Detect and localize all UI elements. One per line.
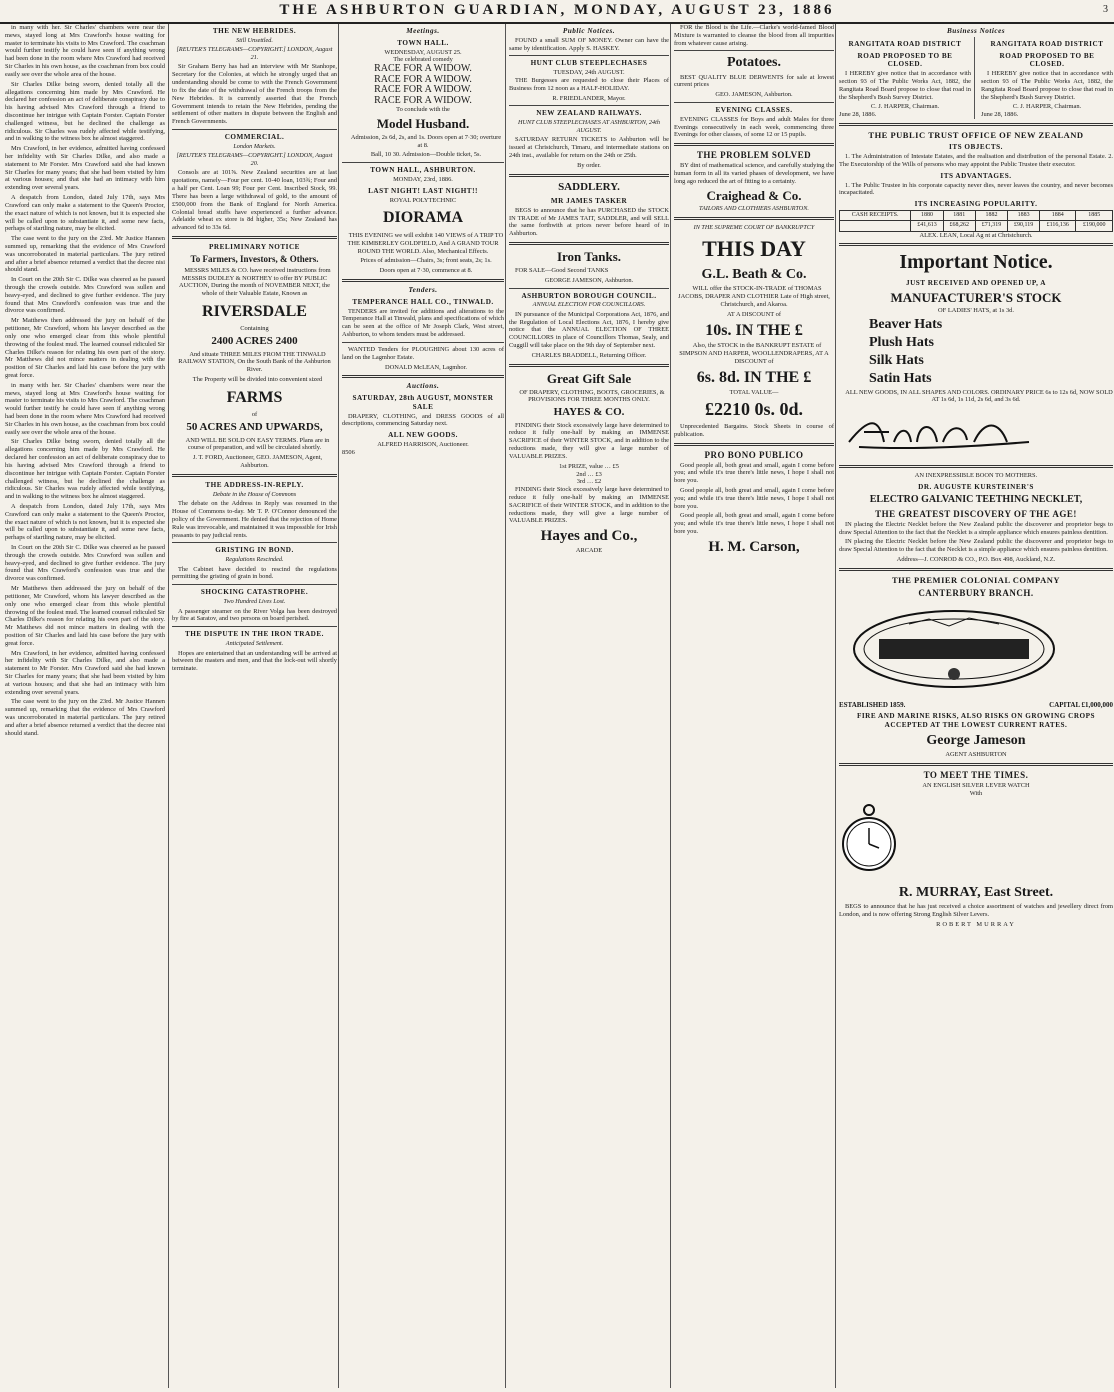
article-paragraph: The case went to the jury on the 23rd. Mr Justice Hannen summed up, remarking that the evidence of Mrs Crawford was uncorroborated in material particulars. The jury retired and after a brief absence returned a verdict that the decree nisi should stand. xyxy=(5,698,165,737)
section-heading: Tenders. xyxy=(408,286,438,295)
established-year: ESTABLISHED 1859. xyxy=(839,700,906,709)
notice-signatory: R. FRIEDLANDER, Mayor. xyxy=(552,94,626,102)
event-text: Prices of admission—Chairs, 3s; front seats, 2s; 1s. xyxy=(360,257,492,265)
ad-heading: THE PROBLEM SOLVED xyxy=(696,150,812,161)
of-label: of xyxy=(251,411,258,419)
notice-text: SATURDAY RETURN TICKETS to Ashburton will be issued at Christchurch, Timaru, and intermediate stations on 24th inst., available for return on the 24th or 25th. xyxy=(509,136,669,159)
auction-text: DRAPERY, CLOTHING, and DRESS GOODS of all descriptions, commencing Saturday next. xyxy=(342,412,504,428)
event-text: Doors open at 7·30, commence at 8. xyxy=(379,267,473,275)
divider xyxy=(674,217,834,220)
insurance-company-logo-icon xyxy=(839,604,1069,694)
article-paragraph: In Court on the 20th Sir C. Dilke was cheered as he passed through the crowds outside. Mrs Crawford was sullen and heavy-eyed, and declined to give further evidence. The jury found that Mrs Crawford's confession was true and the divorce was confirmed. xyxy=(5,544,165,583)
ad-footer-sub: ARCADE xyxy=(575,547,603,555)
venue: TOWN HALL. xyxy=(397,38,449,47)
article-paragraph: in many with her. Sir Charles' chambers were near the mews, stayed long at Mrs Crawford's house waiting for master to terminate his visits to Mrs Crawford. The coachman would further testify he could have seen if anything wrong had been done in the room where Mrs Crawford had received Sir Charles in his own house, as the coachman from box could easily see over the whole area of the house. xyxy=(5,381,165,436)
tender-signatory: DONALD McLEAN, Lagmhor. xyxy=(385,363,467,371)
section-subheading: Debate in the House of Commons xyxy=(212,490,297,498)
section-heading: THE NEW HEBRIDES. xyxy=(212,27,297,35)
notice-subheading: ROAD PROPOSED TO BE CLOSED. xyxy=(999,51,1095,69)
race-title: RACE FOR A WIDOW. xyxy=(374,84,472,96)
table-cell: 1883 xyxy=(1008,210,1040,220)
divider xyxy=(674,443,834,446)
article-paragraph: The case went to the jury on the 23rd. Mr Justice Hannen summed up, remarking that the evidence of Mrs Crawford was uncorroborated in material particulars. The jury retired and after a brief absence returned a verdict that the decree nisi should stand. xyxy=(5,235,165,274)
notice-subheading: ANNUAL ELECTION FOR COUNCILLORS. xyxy=(532,301,646,309)
ad-heading: R. MURRAY, East Street. xyxy=(898,885,1054,901)
divider xyxy=(172,236,337,239)
ad-heading: TO MEET THE TIMES. xyxy=(923,769,1029,780)
section-heading: Meetings. xyxy=(406,27,440,35)
notice-text: MESSRS MILES & CO. have received instructions from MESSRS DUDLEY & NORTHEY to offer BY PUBLIC AUCTION, During the month of NOVEMBER NEXT, the whole of their Valuable Estate, Known as xyxy=(179,266,331,298)
table-row xyxy=(840,210,1113,220)
ad-text: Good people all, both great and small, again I come before you; and while it's true there's little news, I hope I shall not bore you. xyxy=(674,461,834,485)
notice-heading: NEW ZEALAND RAILWAYS. xyxy=(536,109,642,118)
road-notice-2 xyxy=(981,37,1113,119)
acres-upwards: 50 ACRES AND UPWARDS, xyxy=(186,421,323,434)
notice-text: AND WILL BE SOLD ON EASY TERMS. Plans are in course of preparation, and will be circulated shortly. xyxy=(185,436,330,452)
notice-text: I HEREBY give notice that in accordance with section 93 of The Public Works Act, 1882, the Rangitata Road Board propose to close that road in the Shepherd's Bush Survey District. xyxy=(981,70,1113,101)
ad-text: FOR SALE—Good Second TANKS xyxy=(515,266,609,274)
divider xyxy=(509,105,669,106)
notice-heading: ASHBURTON BOROUGH COUNCIL. xyxy=(521,291,657,300)
table-cell: 1884 xyxy=(1040,210,1076,220)
ad-signatory: GEORGE JAMESON, Ashburton. xyxy=(544,276,634,284)
column-2 xyxy=(168,24,340,1388)
article-paragraph: Sir Charles Dilke being sworn, denied totally all the allegations concerning him made by Mrs Crawford. He declared her confession an act of deliberate conspiracy due to his having advised Mrs Crawford through a friend to discontinue her intrigue with Captain Forster. Captain Forster challenged witness, but he declined the challenge as ridiculous. Sir Charles was rudely affected while testifying, and in walking to the witness box he almost staggered. xyxy=(5,80,165,143)
notice-text: I HEREBY give notice that in accordance with section 93 of The Public Works Act, 1882, the Rangitata Road Board propose to close that road in the Shepherd's Bush Survey District. xyxy=(839,70,971,101)
road-notice-1 xyxy=(839,37,975,119)
table-cell: 1880 xyxy=(911,210,943,220)
auction-heading: ALL NEW GOODS. xyxy=(388,431,458,440)
discount-rate: 10s. IN THE £ xyxy=(705,321,803,339)
ad-heading: Craighead & Co. xyxy=(706,187,802,203)
ad-text: 1. The Public Trustee in his corporate capacity never dies, never leaves the country, and never becomes incapacitated. xyxy=(839,181,1113,197)
ad-subheading: DR. AUGUSTE KURSTEINER'S xyxy=(918,482,1034,491)
divider xyxy=(839,568,1113,571)
ad-footer: Hayes and Co., xyxy=(540,528,638,545)
section-heading: THE ADDRESS-IN-REPLY. xyxy=(205,480,304,489)
column-1 xyxy=(2,24,168,1388)
play-title: Model Husband. xyxy=(376,116,470,131)
ad-text: Good people all, both great and small, again I come before you; and while it's true there's little news, I hope I shall not bore you. xyxy=(674,512,834,536)
ad-signatory: GEO. JAMESON, Ashburton. xyxy=(715,91,793,99)
section-heading: SHOCKING CATASTROPHE. xyxy=(200,588,309,597)
hat-item: Beaver Hats xyxy=(869,317,943,333)
page-number: 3 xyxy=(1103,4,1108,15)
dateline: [REUTER'S TELEGRAMS—COPYRIGHT.] LONDON, August 21. xyxy=(176,46,333,61)
ad-heading: ELECTRO GALVANIC TEETHING NECKLET, xyxy=(869,493,1083,505)
notice-date: June 28, 1886. xyxy=(839,111,877,119)
prize-line: 1st PRIZE, value … £5 xyxy=(559,462,619,470)
dateline: [REUTER'S TELEGRAMS—COPYRIGHT.] LONDON, August 20. xyxy=(176,152,333,167)
ad-heading: Important Notice. xyxy=(899,251,1053,274)
ad-address: Address—J. CONROD & CO., P.O. Box 498, Auckland, N.Z. xyxy=(896,555,1056,563)
notice-text: THE Burgesses are requested to close their Places of Business from 12 noon as a HALF-HOLIDAY. xyxy=(509,77,669,92)
article-paragraph: Mr Matthews then addressed the jury on behalf of the petitioner, Mr Crawford, whom his lawyer described as the only one who emerged clear from this whole plentiful throwing of the foulest mud. The learned counsel ridiculed Sir Charles Dilke's reason for relating his own part of the story. Mr Matthews did not mince matters in dealing with the position of Sir Charles and laid his case before the jury with great force. xyxy=(5,585,165,647)
ad-text: EVENING CLASSES for Boys and adult Males for three Evenings consecutively in each week, commencing three Evenings for other classes, of some 12 or 15 pupils. xyxy=(674,115,834,139)
notice-text: And situate THREE MILES FROM THE TINWALD RAILWAY STATION, On the South Bank of the Ashburton River. xyxy=(178,350,331,374)
masthead xyxy=(0,0,1114,24)
agent-label: AGENT ASHBURTON xyxy=(945,751,1007,759)
farms-heading: FARMS xyxy=(226,388,283,406)
ad-text: WILL offer the STOCK-IN-TRADE of THOMAS JACOBS, DRAPER AND CLOTHIER Late of High street, Christchurch, and Akaroa. xyxy=(678,285,830,309)
ad-subheading: CANTERBURY BRANCH. xyxy=(918,588,1034,599)
ad-subheading: OF LADIES' HATS, at 1s 3d. xyxy=(938,307,1014,315)
ad-text: IN placing the Electric Necklet before the New Zealand public the discoverer and proprietor begs to draw Special Attention to the fact that the Necklet is a simple appliance which ensures painless dentition. xyxy=(839,538,1113,554)
notice-signatory: C. J. HARPER, Chairman. xyxy=(1012,103,1082,111)
table-cell: £90,119 xyxy=(1008,221,1040,231)
agent-name: George Jameson xyxy=(926,733,1026,749)
ad-heading: MANUFACTURER'S STOCK xyxy=(890,289,1062,305)
table-cell: £68,262 xyxy=(943,221,975,231)
notice-signatory: J. T. FORD, Auctioneer, GEO. JAMESON, Agent, Ashburton. xyxy=(192,454,323,470)
ad-text: Also, the STOCK in the BANKRUPT ESTATE of SIMPSON AND HARPER, WOOLLENDRAPERS, AT A DISCOUNT of xyxy=(679,342,829,365)
table-cell: 1882 xyxy=(975,210,1007,220)
notice-heading: HUNT CLUB STEEPLECHASES xyxy=(530,59,648,68)
ad-heading: G.L. Beath & Co. xyxy=(701,267,807,283)
prize-line: 2nd … £3 xyxy=(576,470,602,478)
ad-signatory: ROBERT MURRAY xyxy=(936,921,1016,929)
auctioneer: ALFRED HARRISON, Auctioneer. xyxy=(377,441,469,449)
notice-heading: RANGITATA ROAD DISTRICT xyxy=(848,39,962,48)
company-facts xyxy=(839,701,1113,710)
ad-subheading: AN ENGLISH SILVER LEVER WATCH xyxy=(922,781,1030,789)
event-headline: LAST NIGHT! LAST NIGHT!! xyxy=(368,186,478,195)
section-subheading: Anticipated Settlement. xyxy=(225,640,284,648)
divider xyxy=(509,242,669,245)
company-capital: CAPITAL £1,000,000 xyxy=(1049,700,1113,709)
ad-text: 1. The Administration of Intestate Estates, and the realisation and distribution of the personal Estate. 2. The Executorship of the Wills of persons who may appoint the Public Trustee their executor. xyxy=(839,153,1113,168)
race-title: RACE FOR A WIDOW. xyxy=(374,73,472,85)
event-date: MONDAY, 23rd, 1886. xyxy=(393,176,453,184)
article-paragraph: A despatch from London, dated July 17th, says Mrs Crawford can only make a statement to the Queen's Proctor, the exact nature of which is not known, but it is expected she will be called upon to substantiate it, and some new facts, perhaps of startling nature, may be elicited. xyxy=(5,502,165,542)
table-cell: 1881 xyxy=(943,210,975,220)
notice-text: FOUND a small SUM OF MONEY. Owner can have the same by identification. Apply S. HASKEY. xyxy=(509,36,669,52)
ad-heading: SADDLERY. xyxy=(558,180,620,193)
race-title: RACE FOR A WIDOW. xyxy=(374,63,472,75)
article-paragraph: A passenger steamer on the River Volga has been destroyed by fire at Saratov, and two persons on board perished. xyxy=(172,607,337,623)
containing-label: Containing xyxy=(240,325,269,333)
article-paragraph: Hopes are entertained that an understanding will be arrived at between the masters and men, and that the lock-out will shortly terminate. xyxy=(172,649,337,673)
section-subheading: Two Hundred Lives Lost. xyxy=(223,598,286,606)
notice-recipients: To Farmers, Investors, & Others. xyxy=(190,253,319,264)
newspaper-title: THE ASHBURTON GUARDIAN, MONDAY, AUGUST 23, 1886 xyxy=(279,2,835,18)
tender-text: WANTED Tenders for PLOUGHING about 130 acres of land on the Lagmhor Estate. xyxy=(342,345,504,361)
ad-text: FIRE AND MARINE RISKS, ALSO RISKS ON GROWING CROPS ACCEPTED AT THE LOWEST CURRENT RATES. xyxy=(856,712,1096,730)
ad-text: Unprecedented Bargains. Stock Sheets in course of publication. xyxy=(674,422,834,438)
event-text: ROYAL POLYTECHNIC xyxy=(389,196,457,204)
court-heading: IN THE SUPREME COURT OF BANKRUPTCY xyxy=(693,224,815,231)
event-date: WEDNESDAY, AUGUST 25. xyxy=(384,48,462,56)
event-text: Admission, 2s 6d, 2s, and 1s. Doors open at 7·30; overture at 8. xyxy=(350,133,502,149)
total-value: £2210 0s. 0d. xyxy=(704,399,803,419)
section-subheading: Regulations Rescinded. xyxy=(225,556,284,564)
divider xyxy=(172,474,337,477)
ad-text: BY dint of mathematical science, and carefully studying the human form in all its varied phases of development, we have long ago reduced the art of fitting to a certainty. xyxy=(674,162,834,185)
notice-signatory: C. J. HARPER, Chairman. xyxy=(870,103,940,111)
article-paragraph: In Court on the 20th Sir C. Dilke was cheered as he passed through the crowds outside. Mrs Crawford was sullen and heavy-eyed, and declined to give further evidence. The jury found that Mrs Crawford's confession was true and the divorce was confirmed. xyxy=(5,276,165,315)
with-label: With xyxy=(969,789,983,797)
divider xyxy=(839,465,1113,468)
total-label: TOTAL VALUE— xyxy=(729,389,779,397)
divider xyxy=(839,763,1113,766)
ad-text: Good people all, both great and small, again I come before you; and while it's true there's little news, I hope I shall not bore you. xyxy=(674,486,834,510)
ad-text: BEGS to announce that he has just received a choice assortment of watches and jewellery direct from London, and is now offering Strong English Silver Levers. xyxy=(839,903,1113,919)
notice-text: The Property will be divided into convenient sized xyxy=(192,376,323,384)
hat-item: Silk Hats xyxy=(869,353,924,369)
ad-signatory: ALEX. LEAN, Local Ag nt at Christchurch. xyxy=(919,231,1033,239)
road-notices xyxy=(839,37,1113,119)
column-3 xyxy=(338,24,507,1388)
ad-subheading: TAILORS AND CLOTHIERS ASHBURTON. xyxy=(699,205,809,213)
ad-text: BEST QUALITY BLUE DERWENTS for sale at lowest current prices xyxy=(674,73,834,89)
section-heading: Business Notices xyxy=(946,27,1006,35)
article-paragraph: The Cabinet have decided to rescind the regulations permitting the gristing of grain in bond. xyxy=(172,565,337,581)
prize-line: 3rd … £2 xyxy=(576,478,602,486)
ad-subheading: AN INEXPRESSIBLE BOON TO MOTHERS. xyxy=(914,471,1038,479)
divider xyxy=(509,364,669,367)
section-heading: THE DISPUTE IN THE IRON TRADE. xyxy=(185,630,324,639)
hat-list xyxy=(839,316,1113,387)
ad-heading: THE PREMIER COLONIAL COMPANY xyxy=(891,574,1061,585)
ad-heading: EVENING CLASSES. xyxy=(715,105,793,114)
divider xyxy=(342,375,504,378)
ad-heading: THIS DAY xyxy=(702,235,806,261)
ad-subheading: ITS ADVANTAGES. xyxy=(940,171,1012,180)
event-text: To conclude with the xyxy=(396,106,450,114)
ad-text: IN placing the Electric Necklet before the New Zealand public the discoverer and proprietor begs to draw Special Attention to the fact that the Necklet is a simple appliance which ensures painless dentition. xyxy=(839,520,1113,536)
tender-heading: TEMPERANCE HALL CO., TINWALD. xyxy=(352,297,494,306)
column-6 xyxy=(835,24,1114,1388)
tender-text: TENDERS are invited for additions and alterations to the Temperance Hall at Tinwald, plans and specifications of which can be seen at the office of Mr Joseph Clark, West street, Ashburton, to whom tenders must be addressed. xyxy=(342,307,504,339)
section-subheading: London Markets. xyxy=(233,142,276,150)
auction-heading: SATURDAY, 28th AUGUST, MONSTER SALE xyxy=(352,394,494,411)
notice-date: TUESDAY, 24th AUGUST. xyxy=(553,69,625,77)
divider xyxy=(172,584,337,585)
article-paragraph: Mrs Crawford, in her evidence, admitted having confessed her infidelity with Sir Charles Dilke, and also made a statement to Mr Forster. Mrs Crawford said she had known Sir Charles for many years; that she had been visited by him at various houses; and that she had an intimacy with him extending over several years. xyxy=(5,145,165,192)
hat-item: Satin Hats xyxy=(869,371,932,387)
article-paragraph: A despatch from London, dated July 17th, says Mrs Crawford can only make a statement to the Queen's Proctor, the exact nature of which is not known, but it is expected she will be called upon to substantiate it, and some new facts, perhaps of startling nature, may be elicited. xyxy=(5,194,165,233)
ad-number: 8506 xyxy=(342,448,355,456)
ad-text: BEGS to announce that he has PURCHASED the STOCK IN TRADE of Mr JAMES TAIT, SADDLER, and will SELL the same forthwith at prices never before heard of in Ashburton. xyxy=(509,206,669,238)
divider xyxy=(172,542,337,543)
table-row xyxy=(840,221,1113,231)
ad-heading: THE PUBLIC TRUST OFFICE OF NEW ZEALAND xyxy=(868,130,1084,140)
ad-heading: Iron Tanks. xyxy=(556,249,622,265)
section-subheading: Still Unsettled. xyxy=(236,36,273,44)
event-text: THIS EVENING we will exhibit 140 VIEWS of A TRIP TO THE KIMBERLEY GOLDFIELD, And A GRAND TOUR ROUND THE WORLD. Also, Mechanical Effects. xyxy=(347,232,504,255)
article-paragraph: Sir Charles Dilke being sworn, denied totally all the allegations concerning him made by Mrs Crawford. He declared her confession an act of deliberate conspiracy due to his having advised Mrs Crawford through a friend to discontinue her intrigue with Captain Forster. Captain Forster challenged witness, but he declined the challenge as ridiculous. Sir Charles was rudely affected while testifying, and in walking to the witness box he almost staggered. xyxy=(5,438,165,501)
table-cell xyxy=(840,221,911,231)
table-cell: £41,613 xyxy=(911,221,943,231)
event-text: Ball, 10 30. Admission—Double ticket, 5s. xyxy=(370,151,482,159)
table-cell: 1885 xyxy=(1076,210,1113,220)
race-title: RACE FOR A WIDOW. xyxy=(374,94,472,106)
event-text: The celebrated comedy xyxy=(393,56,453,64)
notice-signatory: CHARLES BRADDELL, Returning Officer. xyxy=(531,351,647,359)
notice-subheading: HUNT CLUB STEEPLECHASES AT ASHBURTON, 24th AUGUST. xyxy=(518,119,660,134)
article-paragraph: Mr Matthews then addressed the jury on behalf of the petitioner, Mr Crawford, whom his lawyer described as the only one who emerged clear from this whole plentiful throwing of the foulest mud. The learned counsel ridiculed Sir Charles Dilke's reason for relating his own part of the story. Mr Matthews did not mince matters in dealing with the position of Sir Charles and laid his case before the jury with great force. xyxy=(5,317,165,379)
notice-heading: PRELIMINARY NOTICE xyxy=(209,242,300,251)
table-cell: £116,136 xyxy=(1040,221,1076,231)
ad-text: OF DRAPERY, CLOTHING, BOOTS, GROCERIES, & PROVISIONS FOR THREE MONTHS ONLY. xyxy=(519,388,665,404)
section-heading: GRISTING IN BOND. xyxy=(215,546,294,555)
divider xyxy=(674,102,834,103)
ad-subheading: ITS INCREASING POPULARITY. xyxy=(914,200,1038,209)
ad-heading: HAYES & CO. xyxy=(553,406,625,419)
ad-text: ALL NEW GOODS, IN ALL SHAPES AND COLORS. ORDINARY PRICE 6s to 12s 6d, NOW SOLD AT 1s 6d, 1s 11d, 2s 6d, and 3s 6d. xyxy=(845,388,1113,404)
cash-receipts-table xyxy=(839,210,1113,232)
acres: 2400 ACRES 2400 xyxy=(211,335,298,348)
divider xyxy=(172,626,337,627)
divider xyxy=(509,55,669,56)
article-paragraph: The debate on the Address in Reply was resumed in the House of Commons to-day. Mr T. P. O'Connor denounced the policy of the Government. He denied that the rejection of Home Rule was irrevocable, and maintained it was impossible for Irish peasants to pay judicial rents. xyxy=(172,500,337,539)
ad-heading: PRO BONO PUBLICO xyxy=(704,449,804,460)
section-heading: COMMERCIAL. xyxy=(224,132,285,141)
section-heading: Public Notices. xyxy=(562,27,616,35)
divider xyxy=(839,123,1113,126)
diorama-title: DIORAMA xyxy=(383,209,463,227)
ad-text: FINDING their Stock excessively large have determined to reduce it fully one-half by making an IMMENSE SACRIFICE of their WINTER STOCK, and in addition to the reductions made, they will give a large number of VALUABLE PRIZES. xyxy=(509,486,669,525)
notice-signatory: By order. xyxy=(577,161,601,169)
ad-heading: Potatoes. xyxy=(726,55,782,71)
divider xyxy=(509,288,669,289)
divider xyxy=(172,129,337,130)
venue: TOWN HALL, ASHBURTON. xyxy=(370,166,476,175)
ad-text: FOR the Blood is the Life.—Clarke's world-famed Blood Mixture is warranted to cleanse the blood from all impurities from whatever cause arising. xyxy=(674,24,834,47)
estate-name: RIVERSDALE xyxy=(202,302,307,320)
ad-heading: THE GREATEST DISCOVERY OF THE AGE! xyxy=(875,508,1077,519)
ad-footer: H. M. Carson, xyxy=(708,538,800,555)
article-paragraph: in many with her. Sir Charles' chambers were near the mews, stayed long at Mrs Crawford's house waiting for master to terminate his visits to Mrs Crawford. The coachman would further testify he could have seen if anything wrong had been done in the room where Mrs Crawford had received Sir Charles in his own house, as the coachman from box could easily see over the whole area of the house. xyxy=(5,24,165,78)
notice-text: IN pursuance of the Municipal Corporations Act, 1876, and the Regulation of Local Elections Act, 1876, I hereby give notice that the ANNUAL ELECTION OF THREE COUNCILLORS in place of Councillors Thomas, Sealy, and Cuggill will take place on the 9th day of September next. xyxy=(509,310,669,350)
discount-rate: 6s. 8d. IN THE £ xyxy=(696,368,812,386)
article-paragraph: Sir Graham Berry has had an interview with Mr Stanhope, Secretary for the Colonies, at which he strongly urged that an understanding should be come to with the French Government to fix the date of the withdrawal of the French troops from the New Hebrides. It is currently asserted that the French Government intends to retain the New Hebrides, pending the settlement of other matters in dispute between the English and French Governments. xyxy=(172,63,337,126)
notice-heading: RANGITATA ROAD DISTRICT xyxy=(990,39,1104,48)
hat-item: Plush Hats xyxy=(869,335,934,351)
article-paragraph: Mrs Crawford, in her evidence, admitted having confessed her infidelity with Sir Charles Dilke, and also made a statement to Mr Forster. Mrs Crawford said she had known Sir Charles for many years; that she had been visited by him at various houses; and that she had an intimacy with him extending over several years. xyxy=(5,649,165,696)
notice-subheading: ROAD PROPOSED TO BE CLOSED. xyxy=(857,51,953,69)
table-cell: £71,319 xyxy=(975,221,1007,231)
divider xyxy=(342,162,504,163)
divider xyxy=(342,342,504,343)
ad-text: FINDING their Stock excessively large have determined to reduce it fully one-half by making an IMMENSE SACRIFICE of their WINTER STOCK, and in addition to the reductions made, they will give a large number of VALUABLE PRIZES. xyxy=(509,421,669,460)
divider xyxy=(839,243,1113,246)
divider xyxy=(674,143,834,146)
article-paragraph: Consols are at 101⅝. New Zealand securities are at last quotations, namely—Four per cent. 10-40 loan, 103¾; Four and a half per Cent. Loan 99; Four per Cent. Inscribed Stock, 99. There has been a large withdrawal of gold, to the amount of £500,000 from the Bank of England for North America. Colonial bread stuffs have experienced a further advance. Adelaide wheat ex store is 8d higher, 35s; New Zealand has advanced 6d to 33s 6d. xyxy=(172,169,337,232)
divider xyxy=(342,279,504,282)
ad-heading: Great Gift Sale xyxy=(546,370,632,386)
table-cell: CASH RECEIPTS. xyxy=(840,210,911,220)
table-cell: £190,000 xyxy=(1076,221,1113,231)
divider xyxy=(674,50,834,51)
discount-label: AT A DISCOUNT of xyxy=(727,310,781,318)
notice-date: June 28, 1886. xyxy=(981,111,1019,119)
pocket-watch-icon xyxy=(839,802,899,876)
ad-subheading: MR JAMES TASKER xyxy=(550,197,628,205)
section-heading: Auctions. xyxy=(406,382,440,391)
column-4 xyxy=(505,24,672,1388)
signature-logo-icon xyxy=(839,412,1039,452)
column-5 xyxy=(670,24,837,1388)
ad-subheading: ITS OBJECTS. xyxy=(949,143,1003,152)
ad-subheading: JUST RECEIVED AND OPENED UP, A xyxy=(905,278,1046,287)
divider xyxy=(509,174,669,177)
